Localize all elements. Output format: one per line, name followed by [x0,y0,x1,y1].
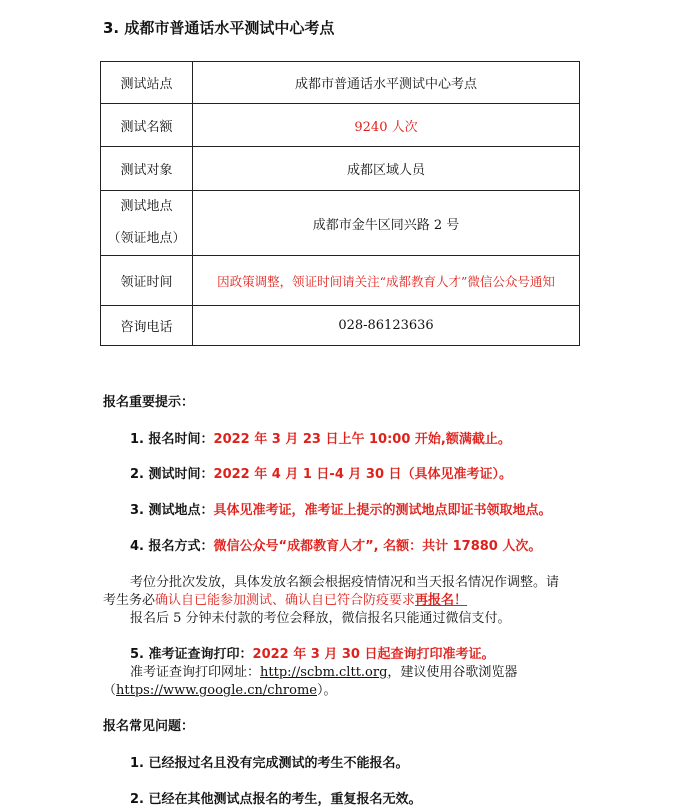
item-number: 1. [130,432,144,447]
row-label: 领证时间 [101,256,193,306]
item-value: 具体见准考证，准考证上提示的测试地点即证书领取地点。 [213,503,552,518]
row-label: 测试站点 [101,62,193,104]
notice-heading: 报名重要提示： [103,395,195,410]
para-emphasis: 再报名！ [415,593,468,608]
item-label: 报名方式： [148,539,214,554]
item-label: 报名时间： [148,432,214,447]
paren-open: （ [103,683,117,698]
faq-item [130,788,422,807]
item-value: 2022 年 3 月 23 日上午 10:00 开始,额满截止。 [213,432,511,447]
row-value: 9240 人次 [193,104,580,147]
item-text: 已经在其他测试点报名的考生，重复报名无效。 [148,792,422,807]
row-label-sub: （领证地点） [107,231,186,246]
faq-heading: 报名常见问题： [103,719,195,734]
item-number: 1. [130,756,144,771]
item-value: 2022 年 4 月 1 日-4 月 30 日（具体见准考证）。 [213,467,513,482]
para-highlight: 确认自已能参加测试、确认自已符合防疫要求 [155,593,416,608]
notice-item [130,428,511,447]
row-label: 测试名额 [101,104,193,147]
row-value: 成都市普通话水平测试中心考点 [193,62,580,104]
notice-paragraph-line: 报名后 5 分钟未付款的考位会释放，微信报名只能通过微信支付。 [130,611,511,626]
row-label: 测试对象 [101,147,193,191]
table-row [101,147,580,191]
url-note: ，建议使用谷歌浏览器 [387,665,518,680]
item-text: 已经报过名且没有完成测试的考生不能报名。 [148,756,409,771]
item-label: 测试地点： [148,503,214,518]
row-value: 成都区域人员 [193,147,580,191]
exam-ticket-link[interactable]: http://scbm.cltt.org [260,665,388,680]
paren-close: ）。 [316,683,337,698]
url-label: 准考证查询打印网址： [130,665,261,680]
item-number: 2. [130,467,144,482]
notice-paragraph-line: 考位分批次发放，具体发放名额会根据疫情情况和当天报名情况作调整。请 [130,575,560,590]
table-row [101,306,580,346]
table-row [101,191,580,256]
row-value: 因政策调整，领证时间请关注“成都教育人才”微信公众号通知 [193,256,580,306]
notice-paragraph-line [103,589,467,608]
row-label-multi [101,191,193,256]
row-label: 测试地点 [120,199,173,214]
url-line [130,661,517,680]
section-title: 3. 成都市普通话水平测试中心考点 [103,19,335,37]
notice-item [130,535,541,554]
para-text: 考生务必 [103,593,156,608]
row-value: 成都市金牛区同兴路 2 号 [193,191,580,256]
item-label: 测试时间： [148,467,214,482]
item-number: 2. [130,792,144,807]
item-label: 准考证查询打印： [148,647,253,662]
item-number: 4. [130,539,144,554]
table-row [101,256,580,306]
item-number: 3. [130,503,144,518]
row-value: 028-86123636 [193,306,580,346]
chrome-download-link[interactable]: https://www.google.cn/chrome [116,683,317,698]
info-table [100,61,580,346]
item-number: 5. [130,647,144,662]
notice-item [130,643,494,662]
table-row [101,104,580,147]
notice-item [130,499,552,518]
faq-item [130,752,409,771]
notice-item [130,463,512,482]
table-row [101,62,580,104]
row-label: 咨询电话 [101,306,193,346]
item-value: 微信公众号“成都教育人才”, 名额：共计 17880 人次。 [213,539,542,554]
url-line-2 [103,679,337,698]
item-value: 2022 年 3 月 30 日起查询打印准考证。 [252,647,495,662]
